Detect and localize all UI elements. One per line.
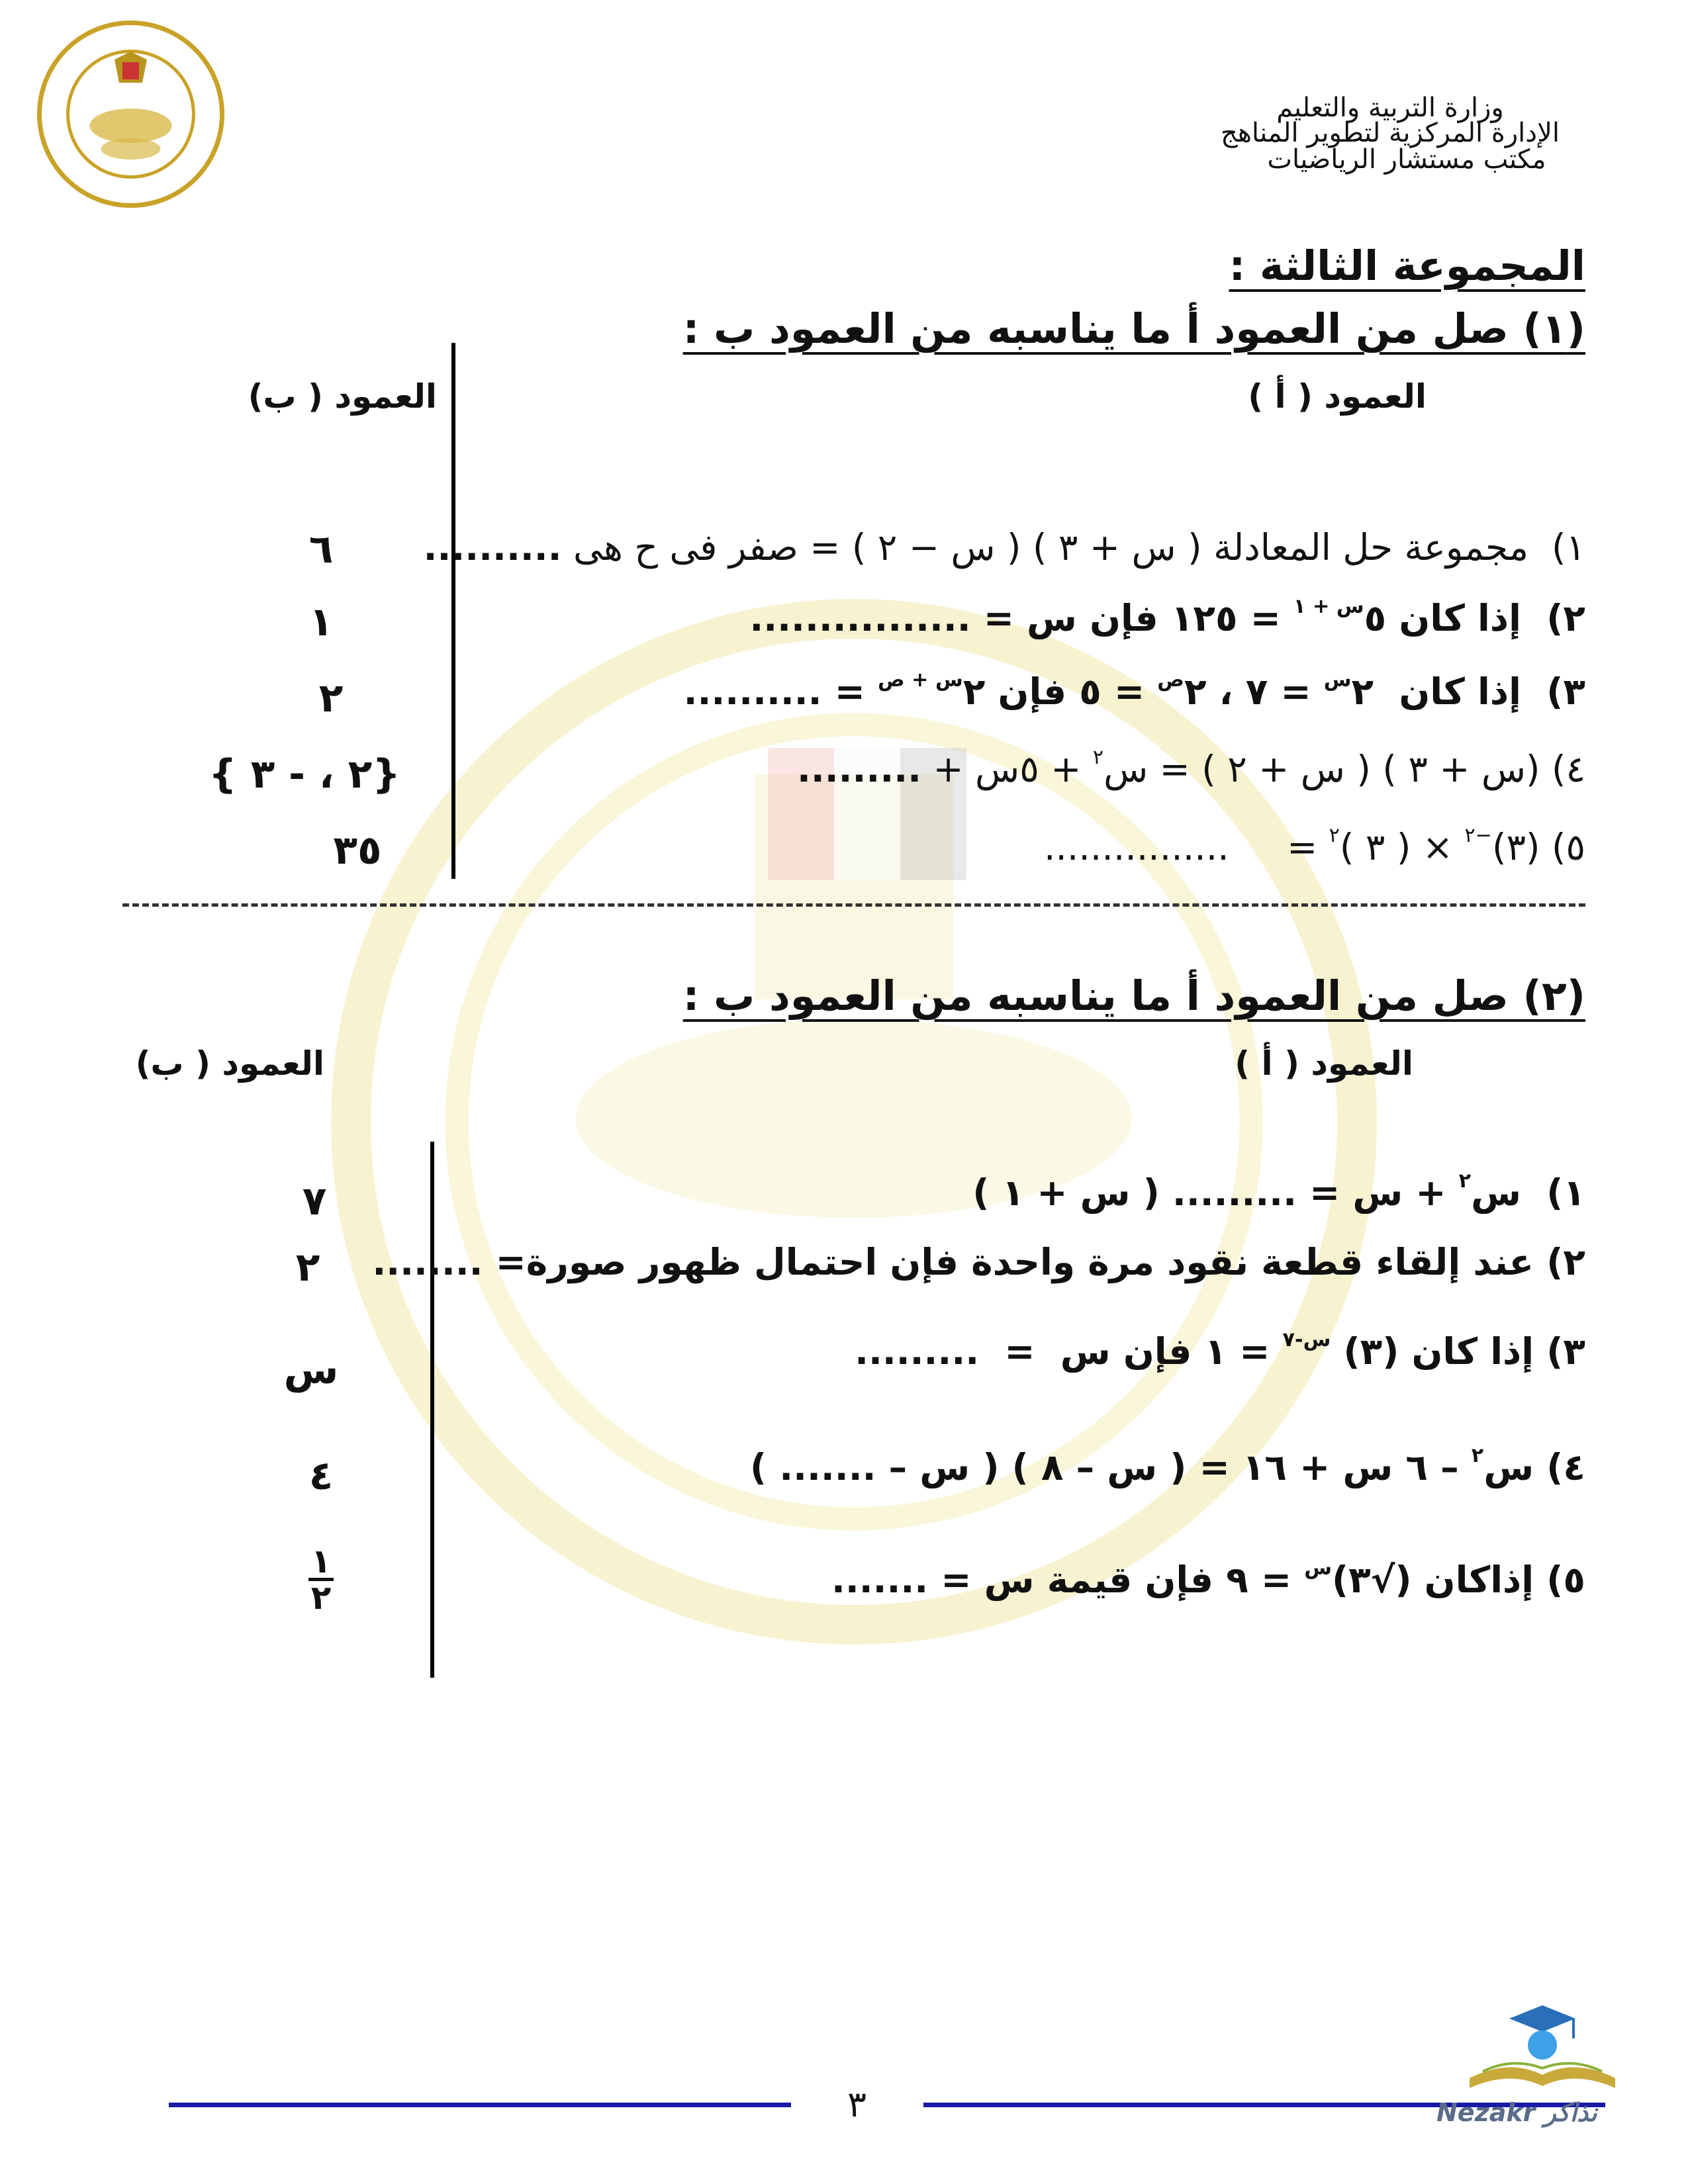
s2-answer-3: س bbox=[283, 1347, 339, 1393]
section1-col-b-header: العمود ( ب) bbox=[248, 377, 437, 416]
s1-answer-3: ٢ bbox=[318, 675, 344, 721]
s1-question-1: ١) مجموعة حل المعادلة ( س + ٣ ) ( س − ٢ ) = صفر فى ح هى .......... bbox=[423, 526, 1585, 569]
ministry-logo bbox=[36, 20, 225, 208]
footer-line-left bbox=[169, 2103, 791, 2107]
group-title: المجموعة الثالثة : bbox=[1229, 242, 1585, 290]
s2-question-5: ٥) إذاكان (√٣)$^س$ = ٩ فإن قيمة س = ....... bbox=[831, 1556, 1585, 1601]
section2-col-a-header: العمود ( أ ) bbox=[1235, 1044, 1413, 1083]
section2-title: (٢) صل من العمود أ ما يناسبه من العمود ب : bbox=[682, 972, 1585, 1020]
s2-answer-1: ٧ bbox=[302, 1178, 327, 1224]
s1-answer-2: ١ bbox=[308, 599, 334, 645]
s2-answer-4: ٤ bbox=[308, 1453, 334, 1499]
s1-question-5: ٥) (٣)$^{-٢}$ × ( ٣ )$^٢$ = ................ bbox=[1043, 823, 1585, 868]
s1-question-4: ٤) (س + ٣ ) ( س + ٢ ) = س$^٢$ + ٥س + ......... bbox=[796, 745, 1585, 790]
brand-text: Nezakr نذاكر bbox=[1436, 2098, 1597, 2127]
section1-title: (١) صل من العمود أ ما يناسبه من العمود ب : bbox=[682, 304, 1585, 353]
s1-question-2: ٢) إذا كان $٥^{س + ١}$ = ١٢٥ فإن س = ................ bbox=[749, 594, 1585, 639]
section-divider bbox=[122, 903, 1585, 907]
section1-column-divider bbox=[451, 343, 455, 879]
s2-answer-2: ٢ bbox=[295, 1244, 320, 1291]
s1-answer-1: ٦ bbox=[308, 526, 334, 572]
s2-question-2: ٢) عند إلقاء قطعة نقود مرة واحدة فإن احتمال ظهور صورة= ........ bbox=[372, 1241, 1585, 1283]
fraction-one-half: $\frac{١}{٢}$ bbox=[308, 1545, 334, 1614]
header-office: مكتب مستشار الرياضيات bbox=[1267, 144, 1546, 175]
graduation-book-icon bbox=[1443, 1999, 1642, 2098]
s1-answer-4: {٢ ، - ٣ } bbox=[209, 751, 400, 797]
s2-question-4: ٤) س$^٢$ – ٦ س + ١٦ = ( س – ٨ ) ( س – ....... ) bbox=[749, 1443, 1585, 1488]
s2-question-3: ٣) إذا كان (٣) $^{س-٧}$ = ١ فإن س = ......... bbox=[855, 1328, 1585, 1373]
header-ministry: وزارة التربية والتعليم bbox=[1276, 93, 1504, 123]
s2-question-1: ١) س$^٢$ + س = ......... ( س + ١ ) bbox=[972, 1169, 1585, 1214]
s1-answer-5: ٣٥ bbox=[333, 827, 382, 874]
page-number: ٣ bbox=[847, 2083, 867, 2125]
s1-question-3: ٣) إذا كان $٢^س$ = ٧ ، $٢^ص$ = ٥ فإن $٢^{س + ص}$ = .......... bbox=[683, 668, 1585, 713]
section2-col-b-header: العمود ( ب) bbox=[135, 1044, 324, 1083]
nezakr-logo bbox=[1436, 1999, 1642, 2138]
header-administration: الإدارة المركزية لتطوير المناهج bbox=[1221, 118, 1560, 148]
section1-col-a-header: العمود ( أ ) bbox=[1248, 377, 1427, 416]
ministry-seal-icon bbox=[36, 20, 225, 208]
section2-column-divider bbox=[430, 1142, 434, 1678]
s2-answer-5 bbox=[255, 1542, 387, 1617]
watermark-seal bbox=[291, 576, 1417, 1668]
